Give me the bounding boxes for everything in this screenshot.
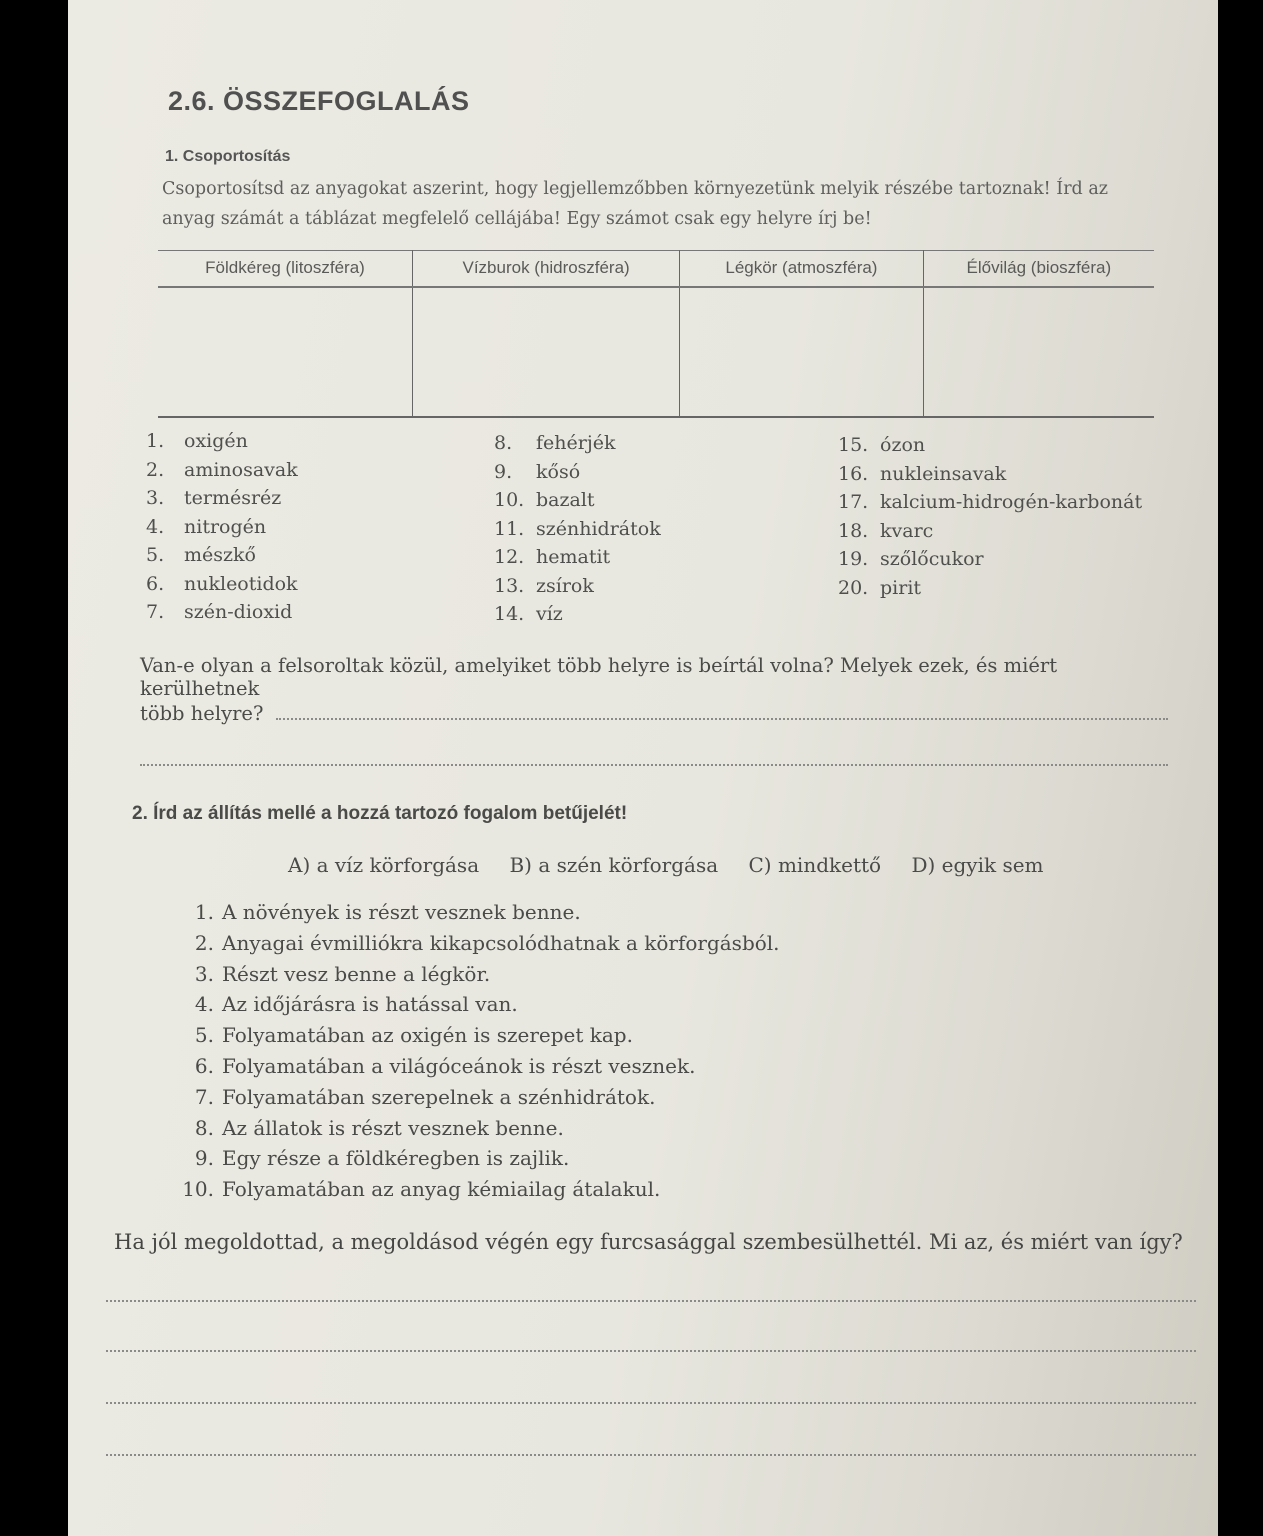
item-list-col-3 [838,434,1142,605]
statement-item: 4. Az időjárásra is hatással van. [194,992,518,1017]
header-litoszfera: Földkéreg (litoszféra) [158,250,413,287]
header-hidroszfera: Vízburok (hidroszféra) [413,250,680,287]
list-item: 11. szénhidrátok [494,517,661,540]
item-list-col-2 [494,432,661,632]
statement-item: 5. Folyamatában az oxigén is szerepet kap. [194,1023,633,1048]
answer-line[interactable] [106,1350,1196,1352]
worksheet-page [68,0,1218,1536]
cell-hidroszfera[interactable] [413,287,680,417]
list-item: 10. bazalt [494,489,595,511]
final-question: Ha jól megoldottad, a megoldásod végén egy furcsasággal szembesülhettél. Mi az, és miért van így? [114,1230,1183,1254]
list-item: 19. szőlőcukor [838,548,984,570]
list-item: 16. nukleinsavak [838,462,1007,485]
list-item: 13. zsírok [494,574,594,597]
list-item: 5. mészkő [146,544,256,566]
header-bioszfera: Élővilág (bioszféra) [923,250,1154,287]
cell-bioszfera[interactable] [923,287,1154,417]
statement-item: 10. Folyamatában az anyag kémiailag átalakul. [182,1177,661,1202]
item-list-col-1 [146,430,298,630]
list-item: 15. ózon [838,434,926,456]
statement-item: 9. Egy része a földkéregben is zajlik. [194,1146,570,1171]
list-item: 14. víz [494,603,563,625]
answer-line[interactable] [106,1402,1196,1404]
list-item: 20. pirit [838,576,922,599]
concept-options [288,853,1068,877]
statement-list [172,900,780,1208]
section1-instruction: Csoportosítsd az anyagokat aszerint, hogy legjellemzőbben környezetünk melyik részébe tartoznak! Írd az anyag számát a táblázat megfelelő cellájába! Egy számot csak egy helyre írj be! [162,179,1108,229]
list-item: 17. kalcium-hidrogén-karbonát [838,491,1143,513]
list-item: 2. aminosavak [146,458,298,481]
statement-item: 2. Anyagai évmilliókra kikapcsolódhatnak a körforgásból. [194,930,780,955]
option-d: D) egyik sem [911,853,1044,877]
statement-item: 7. Folyamatában szerepelnek a szénhidrátok. [194,1084,656,1109]
section1-heading: 1. Csoportosítás [165,148,291,165]
cell-litoszfera[interactable] [158,287,413,417]
option-a: A) a víz körforgása [288,853,480,877]
list-item: 4. nitrogén [146,515,267,538]
answer-line[interactable] [106,1300,1196,1302]
list-item: 6. nukleotidok [146,572,298,595]
statement-item: 3. Részt vesz benne a légkör. [194,961,491,986]
section1-question: Van-e olyan a felsoroltak közül, amelyiket több helyre is beírtál volna? Melyek ezek, és miért kerülhetnek [140,654,1058,700]
list-item: 3. termésréz [146,487,282,509]
list-item: 7. szén-dioxid [146,601,293,623]
list-item: 9. kősó [494,460,581,483]
header-atmoszfera: Légkör (atmoszféra) [680,250,923,287]
page-title: 2.6. ÖSSZEFOGLALÁS [168,86,470,116]
list-item: 18. kvarc [838,519,934,542]
answer-line[interactable] [276,718,1168,720]
statement-item: 8. Az állatok is részt vesznek benne. [194,1115,564,1140]
list-item: 12. hematit [494,546,611,568]
answer-line[interactable] [140,764,1168,766]
grouping-table [158,250,1154,418]
statement-item: 6. Folyamatában a világóceánok is részt vesznek. [194,1053,696,1078]
option-c: C) mindkettő [748,853,882,877]
statement-item: 1. A növények is részt vesznek benne. [194,900,581,924]
answer-line[interactable] [106,1454,1196,1456]
section2-heading: 2. Írd az állítás mellé a hozzá tartozó fogalom betűjelét! [132,803,628,824]
option-b: B) a szén körforgása [509,853,719,877]
list-item: 1. oxigén [146,430,248,452]
cell-atmoszfera[interactable] [680,287,923,417]
section1-question-cont: több helyre? [140,702,264,725]
list-item: 8. fehérjék [494,432,616,454]
